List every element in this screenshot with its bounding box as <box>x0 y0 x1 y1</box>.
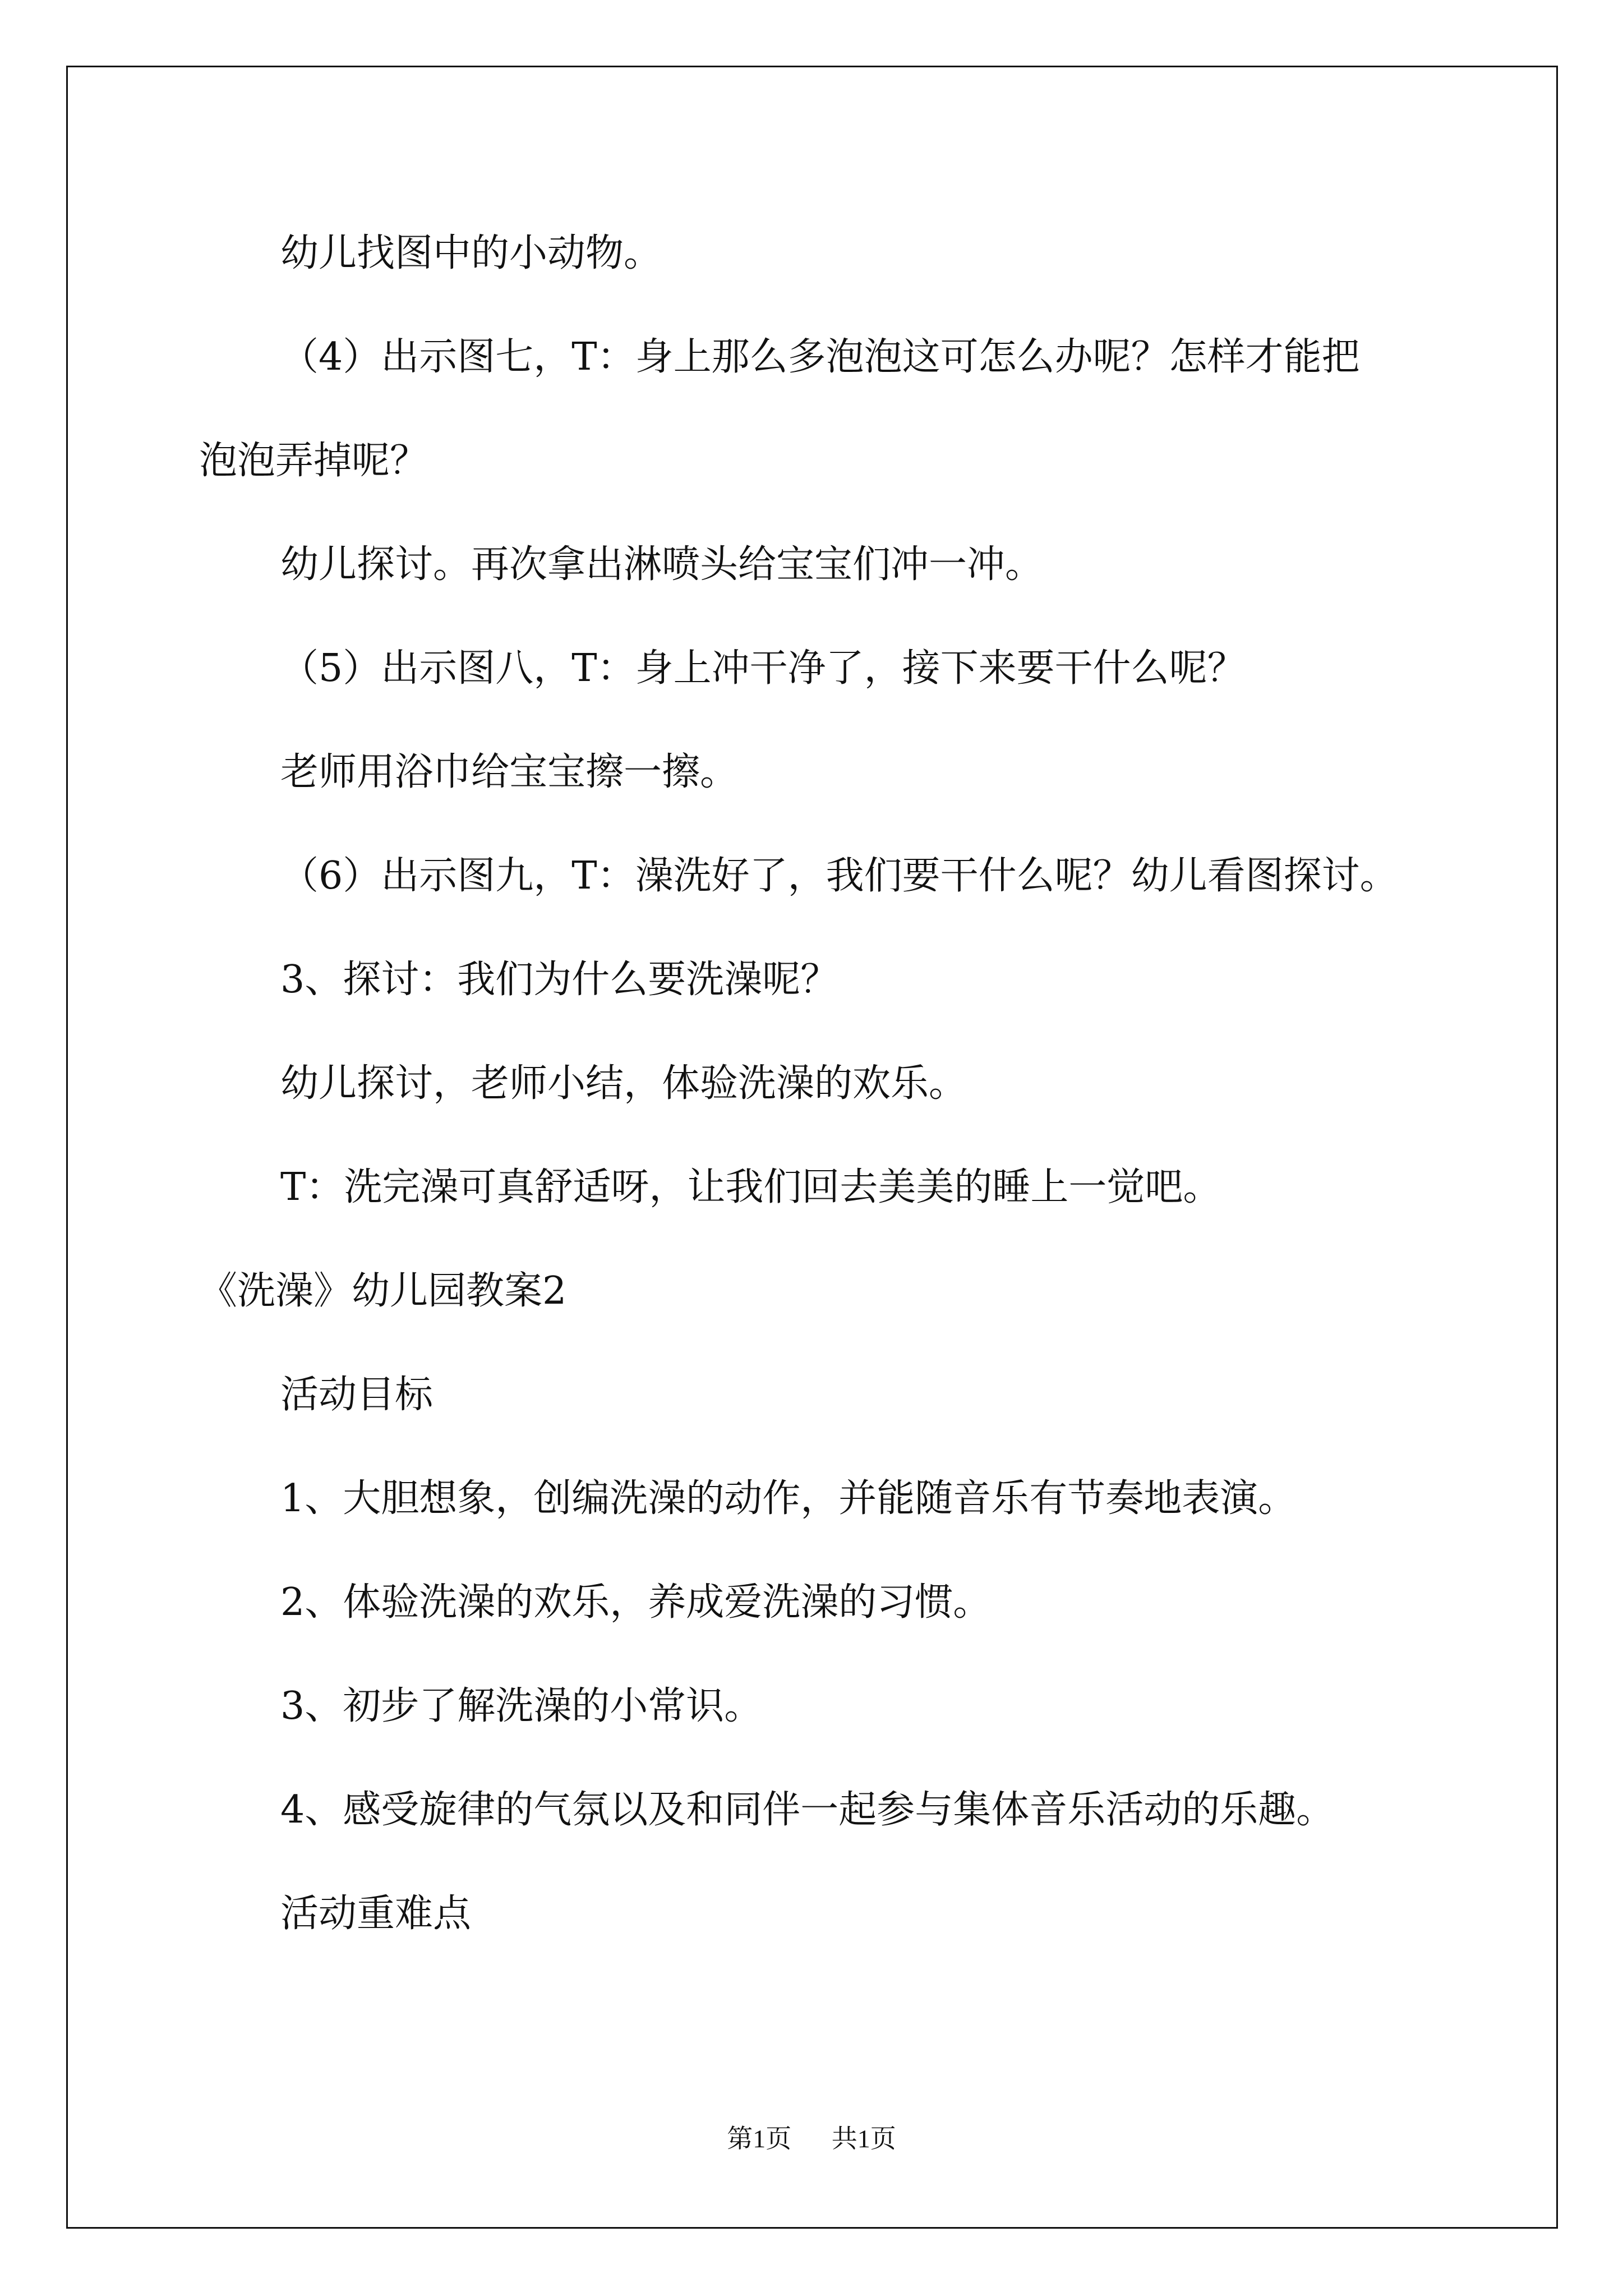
paragraph: 3、探讨：我们为什么要洗澡呢？ <box>280 958 839 1002</box>
paragraph: （6）出示图九，T：澡洗好了，我们要干什么呢？幼儿看图探讨。 <box>280 854 1398 898</box>
list-item: 3、初步了解洗澡的小常识。 <box>280 1684 763 1728</box>
paragraph: （5）出示图八，T：身上冲干净了，接下来要干什么呢？ <box>280 646 1246 691</box>
paragraph: 幼儿探讨。再次拿出淋喷头给宝宝们冲一冲。 <box>280 542 1044 587</box>
section-heading: 《洗澡》幼儿园教案2 <box>199 1269 567 1313</box>
subsection-heading: 活动重难点 <box>280 1892 472 1936</box>
page-number: 第1页 <box>727 2124 792 2153</box>
list-item: 1、大胆想象，创编洗澡的动作，并能随音乐有节奏地表演。 <box>280 1476 1297 1521</box>
paragraph: T：洗完澡可真舒适呀，让我们回去美美的睡上一觉吧。 <box>280 1165 1221 1209</box>
paragraph: 老师用浴巾给宝宝擦一擦。 <box>280 750 739 794</box>
page-footer <box>0 2123 1623 2155</box>
paragraph: 幼儿探讨，老师小结，体验洗澡的欢乐。 <box>280 1061 967 1106</box>
paragraph: 幼儿找图中的小动物。 <box>280 231 662 275</box>
list-item: 4、感受旋律的气氛以及和同伴一起参与集体音乐活动的乐趣。 <box>280 1788 1335 1832</box>
paragraph: （4）出示图七，T：身上那么多泡泡这可怎么办呢？怎样才能把 <box>280 335 1360 379</box>
paragraph-continuation: 泡泡弄掉呢？ <box>199 439 428 483</box>
page-total: 共1页 <box>831 2124 896 2153</box>
list-item: 2、体验洗澡的欢乐，养成爱洗澡的习惯。 <box>280 1580 992 1625</box>
subsection-heading: 活动目标 <box>280 1373 434 1417</box>
